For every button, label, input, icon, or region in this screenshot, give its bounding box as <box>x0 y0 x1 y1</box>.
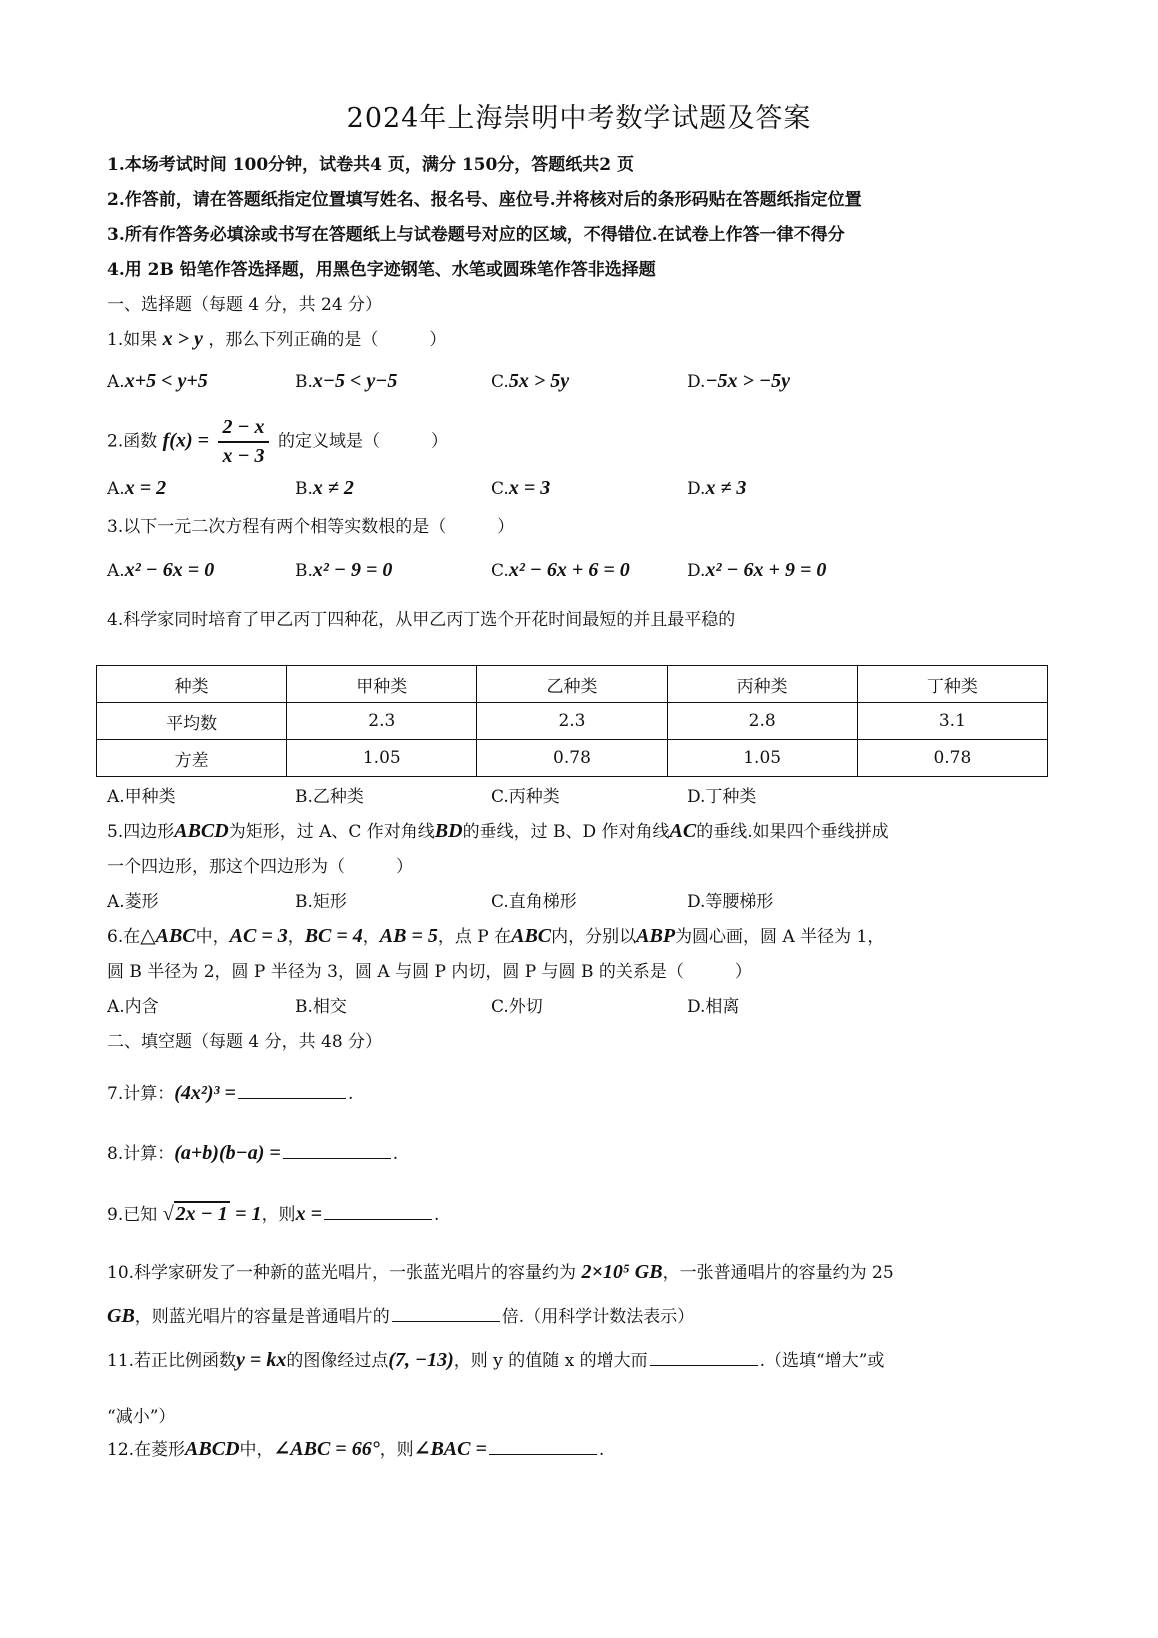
table-row: 方差 1.05 0.78 1.05 0.78 <box>97 740 1048 777</box>
table-header-row: 种类 甲种类 乙种类 丙种类 丁种类 <box>97 666 1048 703</box>
question-8: 8.计算：(a+b)(b−a) = . <box>107 1142 399 1164</box>
question-10: 10.科学家研发了一种新的蓝光唱片，一张蓝光唱片的容量约为 2×10⁵ GB，一张普通唱片的容量约为 25 <box>107 1261 894 1283</box>
section-heading-fill: 二、填空题（每题 4 分，共 48 分） <box>107 1032 383 1052</box>
answer-blank[interactable] <box>392 1303 500 1322</box>
answer-blank[interactable] <box>238 1080 346 1099</box>
question-1: 1.如果 x > y ，那么下列正确的是（ ） <box>107 328 447 350</box>
note-3: 3.所有作答务必填涂或书写在答题纸上与试卷题号对应的区域，不得错位.在试卷上作答一律不得分 <box>107 225 845 245</box>
question-9: 9.已知 √ 2x − 1 = 1，则x = . <box>107 1203 440 1225</box>
answer-blank[interactable] <box>489 1436 597 1455</box>
question-4: 4.科学家同时培育了甲乙丙丁四种花，从甲乙丙丁选个开花时间最短的并且最平稳的 <box>107 610 736 630</box>
question-2: 2.函数 f(x) = $\frac{2 - x}{x - 3}$ 的定义域是（ ） <box>107 416 448 467</box>
question-5: 5.四边形ABCD为矩形，过 A、C 作对角线BD的垂线，过 B、D 作对角线AC的垂线.如果四个垂线拼成 <box>107 820 889 842</box>
question-11-line-2: “减小”） <box>107 1407 176 1427</box>
note-2: 2.作答前，请在答题纸指定位置填写姓名、报名号、座位号.并将核对后的条形码贴在答题纸指定位置 <box>107 190 862 210</box>
page-title: 2024年上海崇明中考数学试题及答案 <box>346 103 812 134</box>
question-5-line-2: 一个四边形，那这个四边形为（ ） <box>107 857 413 877</box>
data-table <box>96 665 1048 777</box>
question-11: 11.若正比例函数y = kx的图像经过点(7, −13)，则 y 的值随 x 的增大而 .（选填“增大”或 <box>107 1349 885 1371</box>
fraction: $\frac{2 - x}{x - 3}$ <box>218 416 268 468</box>
question-7: 7.计算：(4x²)³ = . <box>107 1082 354 1104</box>
question-10-line-2: GB，则蓝光唱片的容量是普通唱片的 倍.（用科学计数法表示） <box>107 1305 695 1327</box>
answer-blank[interactable] <box>324 1201 432 1220</box>
answer-blank[interactable] <box>650 1347 758 1366</box>
question-6-line-2: 圆 B 半径为 2，圆 P 半径为 3，圆 A 与圆 P 内切，圆 P 与圆 B 的关系是（ ） <box>107 962 752 982</box>
note-1: 1.本场考试时间 100分钟，试卷共4 页，满分 150分，答题纸共2 页 <box>107 155 635 175</box>
sqrt-symbol: √ <box>162 1203 174 1225</box>
question-3: 3.以下一元二次方程有两个相等实数根的是（ ） <box>107 517 515 537</box>
question-6: 6.在△ABC中，AC = 3，BC = 4，AB = 5，点 P 在ABC内，分别以ABP为圆心画，圆 A 半径为 1， <box>107 925 885 947</box>
answer-blank[interactable] <box>283 1140 391 1159</box>
question-12: 12.在菱形ABCD中，∠ABC = 66°，则∠BAC = . <box>107 1438 605 1460</box>
section-heading-choice: 一、选择题（每题 4 分，共 24 分） <box>107 295 383 315</box>
table-row: 平均数 2.3 2.3 2.8 3.1 <box>97 703 1048 740</box>
note-4: 4.用 2B 铅笔作答选择题，用黑色字迹钢笔、水笔或圆珠笔作答非选择题 <box>107 260 656 280</box>
exam-page: 2024年上海崇明中考数学试题及答案 1.本场考试时间 100分钟，试卷共4 页，满分 150分，答题纸共2 页 2.作答前，请在答题纸指定位置填写姓名、报名号、座位号.并将核对后的条形码贴在答题纸指定位置 3.所有作答务必填涂或书写在答题纸上与试卷题号对应的区域，不得错位.在试卷上作答一律不得分 4.用 2B 铅笔作答选择题，用黑色字迹钢笔、水笔或圆珠笔作答非选择题 一、选择题（每题 4 分，共 24 分） 1.如果 x > y ，那么下列正确的是（ ） A.x+5 < y+5 B.x−5 < y−5 C.5x > 5y D.−5x > −5y 2.函数 f(x) = $\frac{2 - x}{x - 3}$ 的定义域是（ ） A.x = 2 B.x ≠ 2 C.x = 3 D.x ≠ 3 3.以下一元二次方程有两个相等实数根的是（ ） A.x² − 6x = 0 B.x² − 9 = 0 C.x² − 6x + 6 = 0 D.x² − 6x + 9 = 0 4.科学家同时培育了甲乙丙丁四种花，从甲乙丙丁选个开花时间最短的并且最平稳的 种类 甲种类 乙种类 丙种类 丁种类 平均数 2.3 2.3 2.8 3.1 方差 1.05 0.78 1.05 0.78 A.甲种类 B.乙种类 C.丙种类 D.丁种类 5.四边形ABCD为矩形，过 A、C 作对角线BD的垂线，过 B、D 作对角线AC的垂线.如果四个垂线拼成 一个四边形，那这个四边形为（ ） A.菱形 B.矩形 C.直角梯形 D.等腰梯形 6.在△ABC中，AC = 3，BC = 4，AB = 5，点 P 在ABC内，分别以ABP为圆心画，圆 A 半径为 1， 圆 B 半径为 2，圆 P 半径为 3，圆 A 与圆 P 内切，圆 P 与圆 B 的关系是（ ） A.内含 B.相交 C.外切 D.相离 二、填空题（每题 4 分，共 48 分） 7.计算：(4x²)³ = . 8.计算：(a+b)(b−a) = . 9.已知 √ 2x − 1 = 1，则x = . 10.科学家研发了一种新的蓝光唱片，一张蓝光唱片的容量约为 2×10⁵ GB，一张普通唱片的容量约为 25 GB，则蓝光唱片的容量是普通唱片的 倍.（用科学计数法表示） 11.若正比例函数y = kx的图像经过点(7, −13)，则 y 的值随 x 的增大而 .（选填“增大”或 “减小”） 12.在菱形ABCD中，∠ABC = 66°，则∠BAC = . <box>0 0 1158 1638</box>
